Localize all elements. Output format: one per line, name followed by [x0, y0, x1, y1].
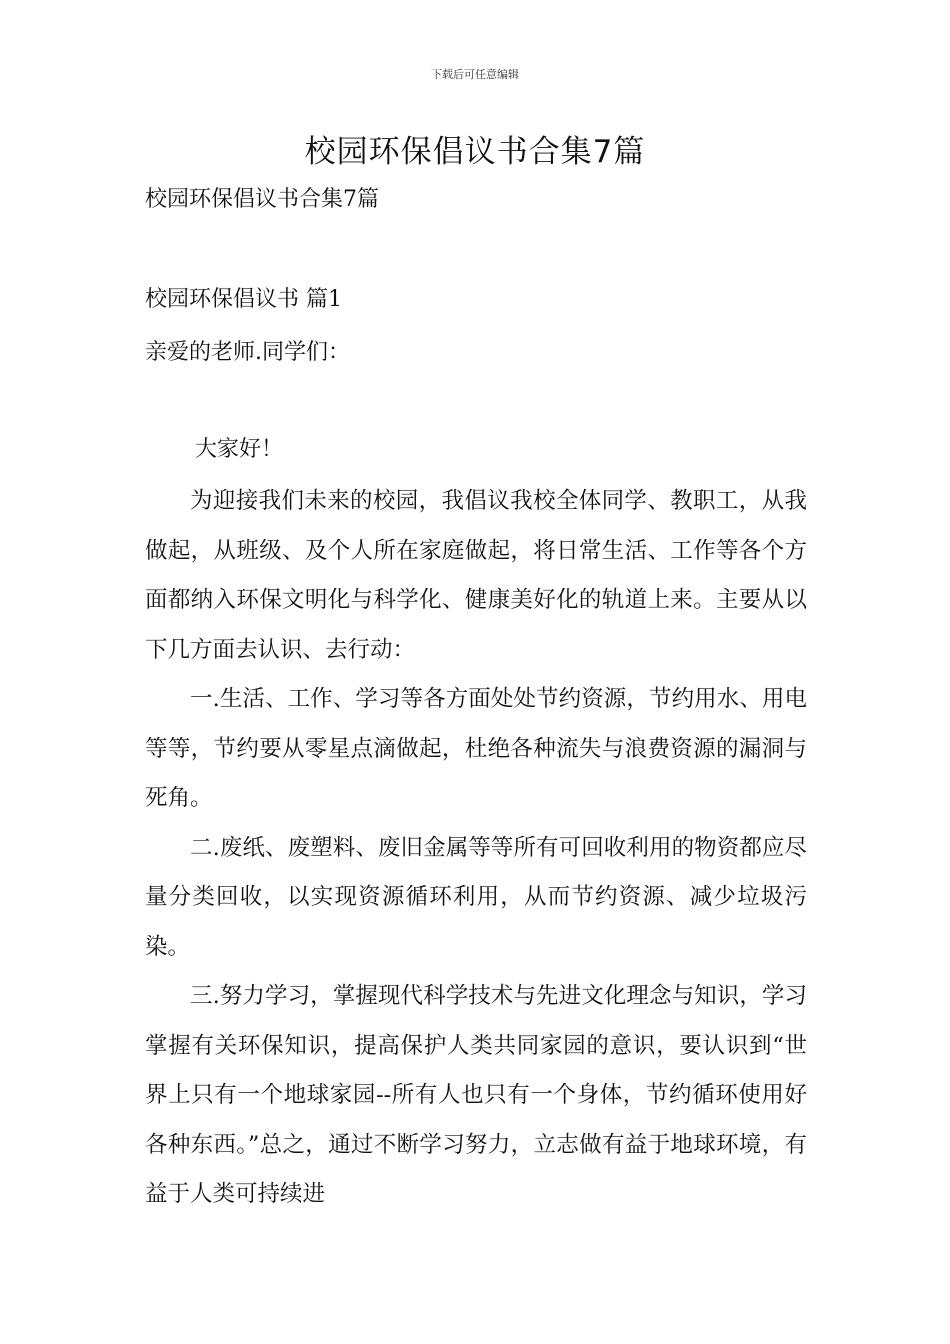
document-title: 校园环保倡议书合集7篇 — [304, 134, 646, 170]
salutation: 亲爱的老师.同学们： — [145, 340, 350, 365]
header-note: 下载后可任意编辑 — [431, 68, 519, 81]
greeting: 大家好！ — [195, 437, 284, 462]
paragraph-item-1: 一.生活、工作、学习等各方面处处节约资源，节约用水、用电等等，节约要从零星点滴做起，杜绝各种流失与浪费资源的漏洞与死角。 — [145, 686, 807, 811]
body-text — [145, 477, 807, 1220]
paragraph-intro: 为迎接我们未来的校园，我倡议我校全体同学、教职工，从我做起，从班级、及个人所在家庭做起，将日常生活、工作等各个方面都纳入环保文明化与科学化、健康美好化的轨道上来。主要从以下几方面去认识、去行动： — [145, 488, 807, 663]
section-heading: 校园环保倡议书 篇1 — [145, 287, 342, 312]
paragraph-item-2: 二.废纸、废塑料、废旧金属等等所有可回收利用的物资都应尽量分类回收，以实现资源循环利用，从而节约资源、减少垃圾污染。 — [145, 834, 807, 960]
paragraph-item-3: 三.努力学习，掌握现代科学技术与先进文化理念与知识，学习掌握有关环保知识，提高保护人类共同家园的意识，要认识到“世界上只有一个地球家园--所有人也只有一个身体，节约循环使用好各种东西。”总之，通过不断学习努力，立志做有益于地球环境，有益于人类可持续进 — [145, 983, 807, 1207]
document-subtitle: 校园环保倡议书合集7篇 — [145, 187, 379, 212]
